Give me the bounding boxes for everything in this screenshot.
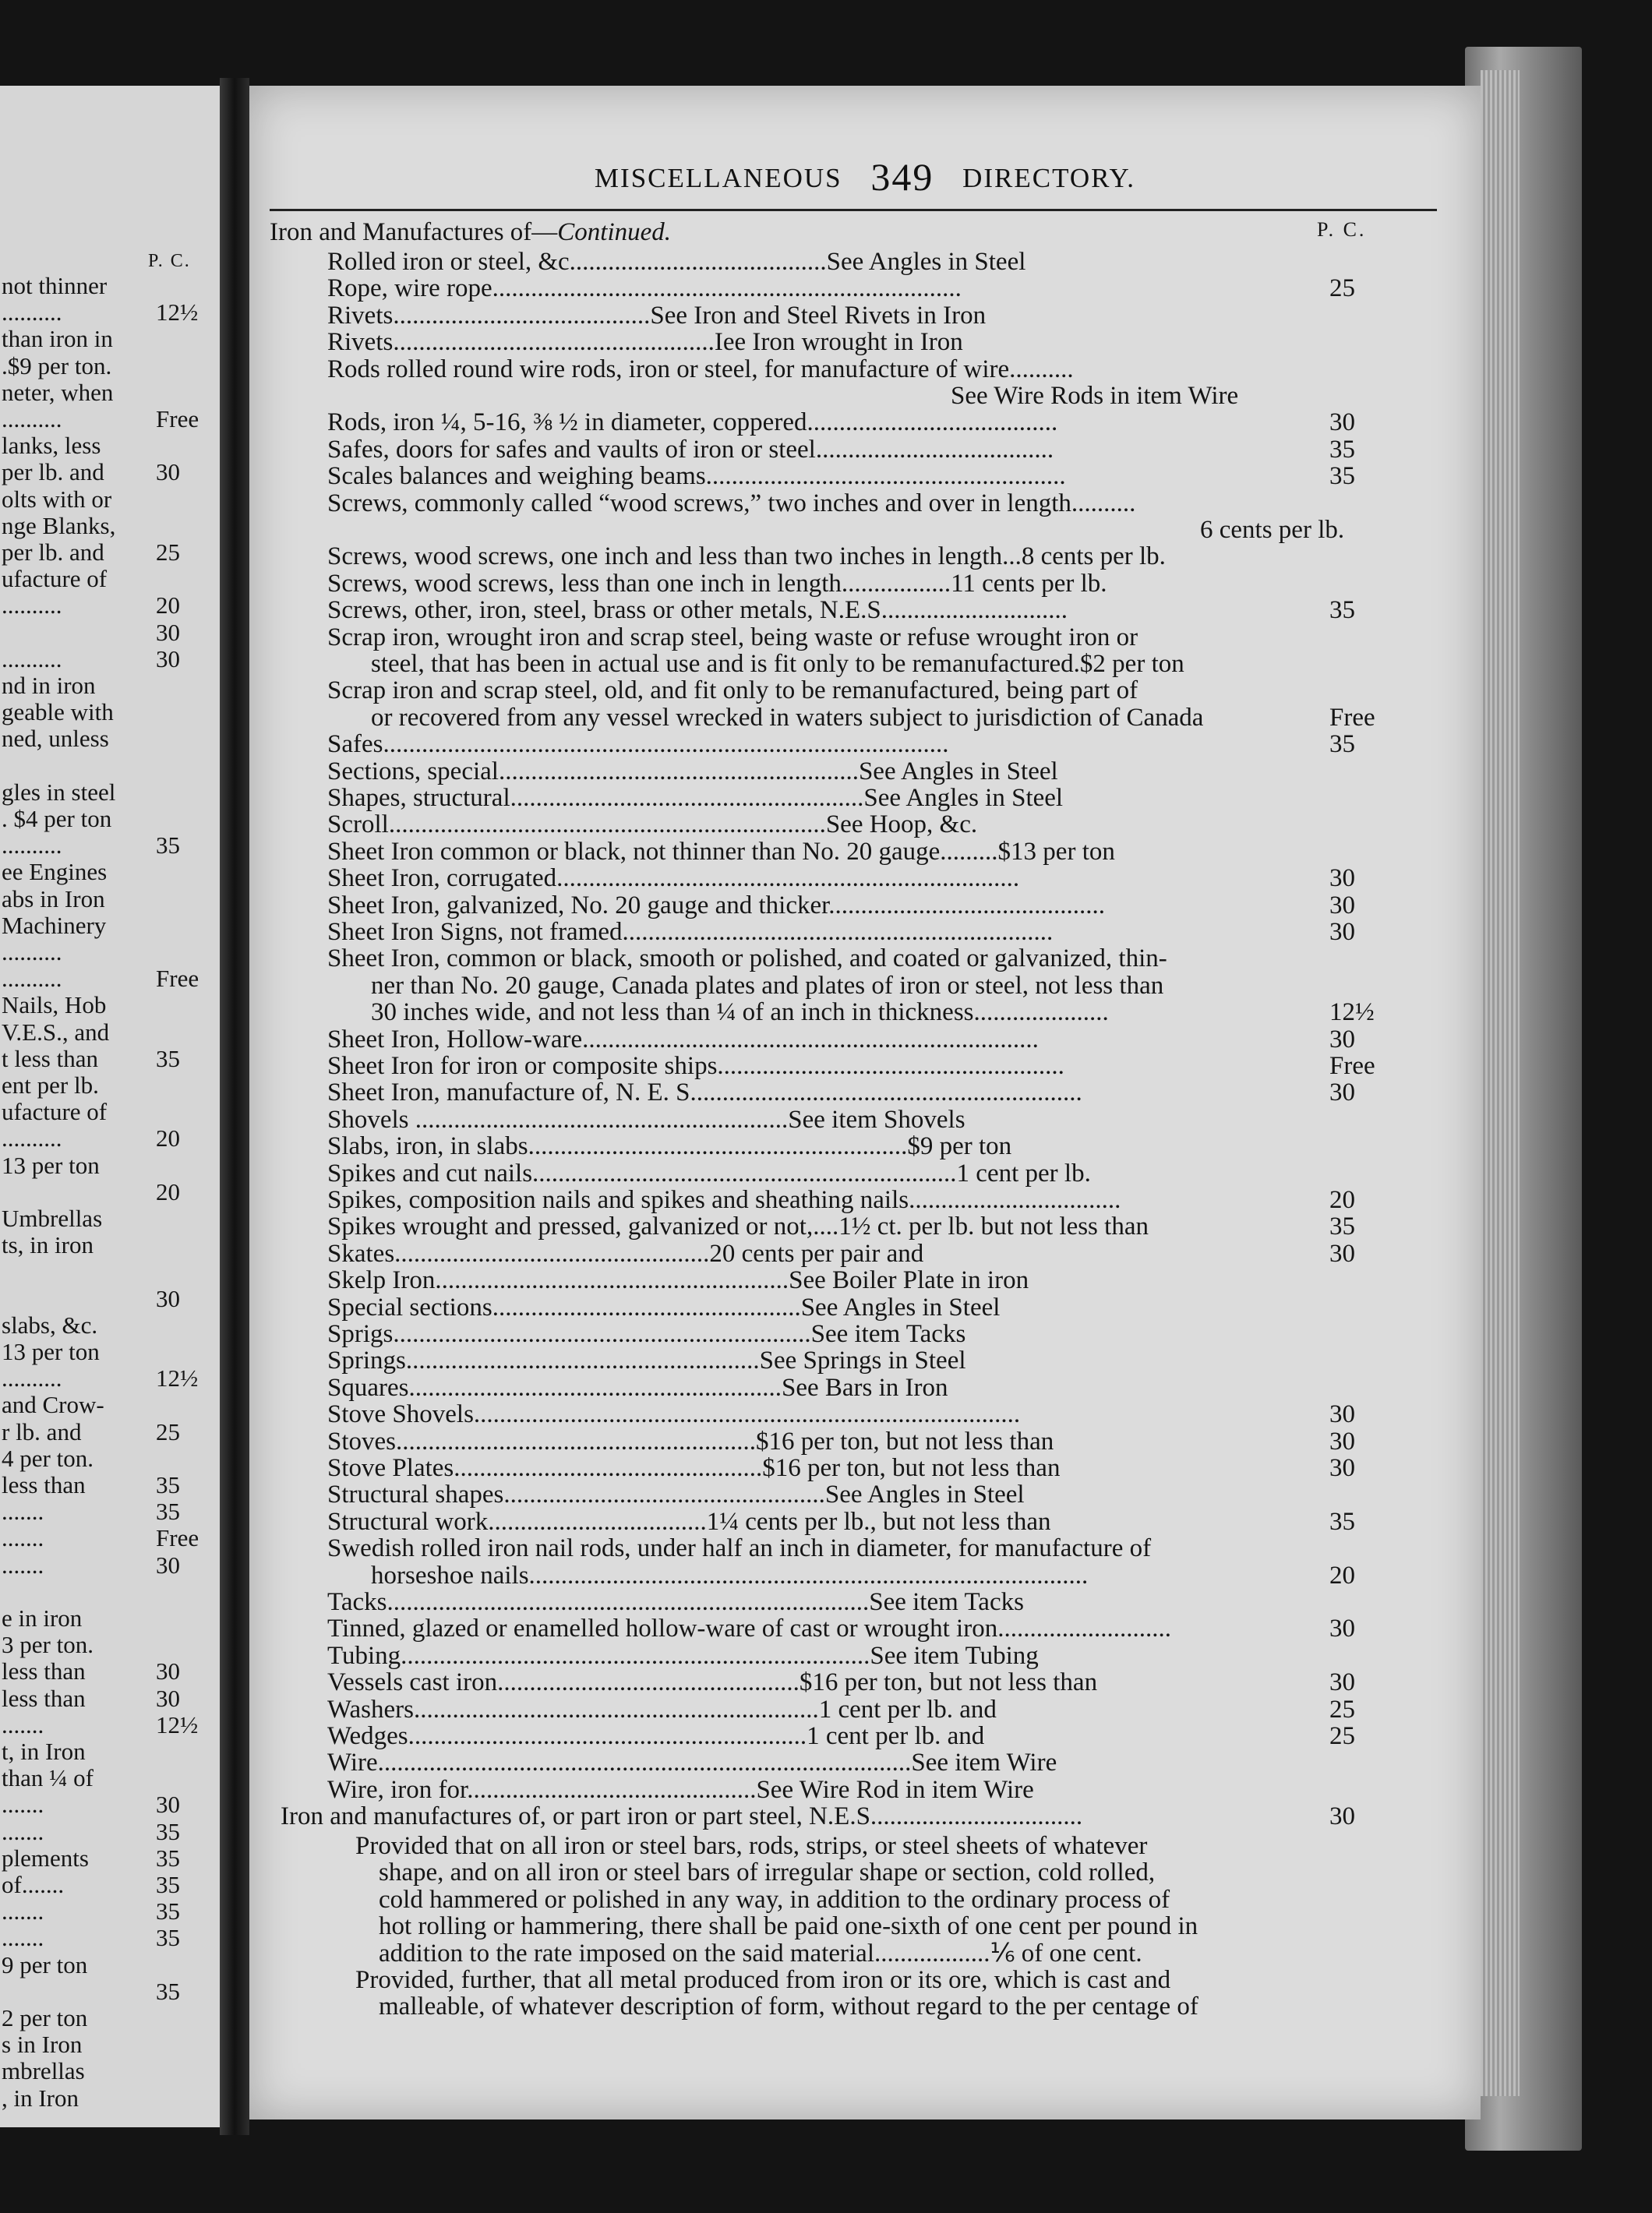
main-page [249, 86, 1481, 2119]
left-page-line: ....... [2, 1817, 44, 1845]
entry-text: Wire, iron for.............................................See Wire Rod in item Wire [327, 1775, 1034, 1804]
left-page-rate: Free [156, 965, 199, 993]
entry-text: Rope, wire rope......................................................................... [327, 274, 962, 303]
entry-text: Squares..........................................................See Bars in Iron [327, 1373, 948, 1402]
left-page-rate: 12½ [156, 1364, 199, 1392]
left-page-line: ....... [2, 1710, 44, 1738]
left-page-rate: 35 [156, 1817, 180, 1845]
entry-text: Screws, wood screws, one inch and less than two inches in length...8 cents per lb. [327, 542, 1166, 571]
entry-rate: 30 [1329, 864, 1355, 893]
entry-rate: 25 [1329, 1722, 1355, 1750]
left-page-line: than ¼ of [2, 1764, 94, 1792]
left-page-line: ....... [2, 1551, 44, 1579]
left-page-line: 4 per ton. [2, 1444, 94, 1472]
left-page-line: ufacture of [2, 565, 108, 593]
left-page-rate: 30 [156, 644, 180, 672]
entry-text: Skates.................................................20 cents per pair and [327, 1239, 924, 1268]
left-page-rate: Free [156, 405, 199, 432]
left-page-rate: 30 [156, 458, 180, 486]
entry-text: Rods rolled round wire rods, iron or steel, for manufacture of wire.......... [327, 355, 1074, 383]
left-page-rate: 30 [156, 1657, 180, 1685]
left-page-line: .......... [2, 938, 62, 965]
left-page-line: . $4 per ton [2, 805, 112, 832]
entry-text: Shapes, structural.......................................................See Angles in Steel [327, 784, 1064, 812]
entry-rate: 35 [1329, 435, 1355, 464]
left-page-rate: 35 [156, 1924, 180, 1952]
entry-text: Sheet Iron, common or black, smooth or polished, and coated or galvanized, thin- [327, 944, 1167, 973]
entry-rate: 25 [1329, 1695, 1355, 1724]
left-page-line: than iron in [2, 325, 113, 353]
left-page-line: ....... [2, 1498, 44, 1526]
entry-text: Scrap iron and scrap steel, old, and fit only to be remanufactured, being part of [327, 676, 1138, 705]
left-page-line: Machinery [2, 911, 107, 939]
left-page-rate: 25 [156, 538, 180, 566]
left-page-line: not thinner [2, 272, 108, 299]
entry-text: 30 inches wide, and not less than ¼ of an inch in thickness..................... [371, 998, 1109, 1027]
left-page-line: ....... [2, 1524, 44, 1552]
entry-rate: 35 [1329, 1507, 1355, 1536]
entry-text: Rods, iron ¼, 5-16, ⅜ ½ in diameter, coppered....................................... [327, 408, 1058, 437]
section-heading [270, 218, 671, 246]
entry-text: Sheet Iron, corrugated........................................................................ [327, 864, 1020, 893]
entry-rate: 30 [1329, 918, 1355, 946]
entry-text: Skelp Iron.......................................................See Boiler Plate in iron [327, 1266, 1029, 1295]
entry-text: horseshoe nails....................................................................................... [371, 1561, 1089, 1590]
left-page-rate: 35 [156, 1977, 180, 2005]
left-page-rate: 35 [156, 831, 180, 859]
entry-text: Sheet Iron for iron or composite ships...................................................... [327, 1052, 1064, 1080]
left-page-line: V.E.S., and [2, 1018, 110, 1046]
entry-rate: 35 [1329, 1212, 1355, 1241]
entry-text: Sections, special........................................................See Angles in Steel [327, 757, 1058, 785]
left-page-rate: 30 [156, 1791, 180, 1819]
left-page-rate: 12½ [156, 1710, 199, 1738]
left-page-rate: 20 [156, 1124, 180, 1152]
entry-text: Stove Shovels..................................................................................... [327, 1400, 1021, 1429]
entry-rate: 30 [1329, 1239, 1355, 1268]
left-page-line: nge Blanks, [2, 511, 116, 539]
entry-text: Scales balances and weighing beams........................................................ [327, 462, 1066, 491]
entry-text: Safes........................................................................................ [327, 730, 949, 759]
left-page-line: .......... [2, 644, 62, 672]
entry-rate: 35 [1329, 462, 1355, 491]
entry-text: Special sections................................................See Angles in Steel [327, 1293, 1001, 1322]
left-page [0, 86, 220, 2127]
left-page-rate: 30 [156, 618, 180, 646]
left-page-line: 13 per ton [2, 1151, 100, 1179]
entry-text: Springs.......................................................See Springs in Steel [327, 1347, 966, 1375]
entry-text: Vessels cast iron...............................................$16 per ton, but not less than [327, 1668, 1098, 1697]
entry-text: Screws, other, iron, steel, brass or other metals, N.E.S............................. [327, 596, 1068, 625]
left-page-line: .......... [2, 405, 62, 432]
entry-text: Scroll....................................................................See Hoop, &c. [327, 810, 978, 839]
entry-text: or recovered from any vessel wrecked in waters subject to jurisdiction of Canada [371, 703, 1204, 732]
entry-text: Spikes, composition nails and spikes and sheathing nails................................. [327, 1186, 1121, 1214]
entry-rate: 20 [1329, 1186, 1355, 1214]
left-page-line: and Crow- [2, 1391, 104, 1419]
left-page-line: less than [2, 1657, 86, 1685]
left-page-line: t, in Iron [2, 1738, 86, 1765]
left-page-line: .......... [2, 831, 62, 859]
left-page-line: t less than [2, 1044, 98, 1072]
pc-label: P. C. [1317, 218, 1367, 241]
header-left: MISCELLANEOUS [594, 163, 842, 193]
entry-text: Stoves........................................................$16 per ton, but not less than [327, 1427, 1054, 1456]
left-page-line: olts with or [2, 485, 112, 513]
page-stack [1481, 70, 1520, 2096]
left-page-line: ts, in iron [2, 1231, 94, 1259]
left-page-line: gles in steel [2, 778, 116, 806]
entry-text: ner than No. 20 gauge, Canada plates and plates of iron or steel, not less than [371, 971, 1164, 1000]
left-page-rate: 30 [156, 1684, 180, 1712]
left-page-line: ent per lb. [2, 1071, 99, 1099]
entry-text: Sheet Iron Signs, not framed................................................................... [327, 918, 1054, 946]
entry-rate: 30 [1329, 1427, 1355, 1456]
left-page-line: slabs, &c. [2, 1311, 98, 1339]
left-page-line: ....... [2, 1897, 44, 1925]
entry-text: Washers...............................................................1 cent per lb. and [327, 1695, 997, 1724]
left-page-rate: 25 [156, 1417, 180, 1445]
entry-text: steel, that has been in actual use and is fit only to be remanufactured.$2 per ton [371, 650, 1184, 678]
iron-nes-rate: 30 [1329, 1802, 1355, 1831]
page-header [249, 154, 1481, 199]
left-pc-label: P. C. [148, 251, 191, 271]
entry-text: Screws, wood screws, less than one inch in length.................11 cents per lb. [327, 569, 1107, 598]
entry-rate: 20 [1329, 1561, 1355, 1590]
entry-rate: 25 [1329, 274, 1355, 303]
entry-rate: 35 [1329, 730, 1355, 759]
entry-text: Screws, commonly called “wood screws,” two inches and over in length.......... [327, 489, 1136, 517]
left-page-line: ee Engines [2, 858, 108, 886]
left-page-line: ....... [2, 1924, 44, 1952]
left-page-rate: 30 [156, 1551, 180, 1579]
left-page-line: .......... [2, 591, 62, 619]
left-page-rate: 35 [156, 1871, 180, 1898]
left-page-line: Nails, Hob [2, 991, 107, 1019]
entry-rate: Free [1329, 703, 1375, 732]
entry-rate: 30 [1329, 1078, 1355, 1107]
entry-rate: 30 [1329, 891, 1355, 919]
left-page-rate: 12½ [156, 298, 199, 326]
section-heading-continued: Continued. [557, 218, 672, 246]
proviso-line: shape, and on all iron or steel bars of irregular shape or section, cold rolled, [379, 1858, 1156, 1887]
left-page-line: ned, unless [2, 725, 109, 753]
left-page-line: 3 per ton. [2, 1631, 94, 1659]
entry-rate: 35 [1329, 596, 1355, 625]
entry-text: 6 cents per lb. [1200, 516, 1345, 544]
entry-rate: 12½ [1329, 998, 1375, 1027]
left-page-line: ....... [2, 1791, 44, 1819]
left-page-line: less than [2, 1684, 86, 1712]
entry-text: Wire...................................................................................See item Wire [327, 1749, 1057, 1777]
entry-text: Safes, doors for safes and vaults of iron or steel..................................... [327, 435, 1054, 464]
left-page-line: 2 per ton [2, 2004, 88, 2031]
left-page-rate: 35 [156, 1897, 180, 1925]
left-page-line: lanks, less [2, 432, 101, 460]
left-page-rate: 35 [156, 1471, 180, 1498]
left-page-line: per lb. and [2, 458, 104, 486]
left-page-line: geable with [2, 698, 114, 726]
left-page-rate: 20 [156, 591, 180, 619]
left-page-rate: 35 [156, 1498, 180, 1526]
left-page-line: r lb. and [2, 1417, 82, 1445]
entry-rate: Free [1329, 1052, 1375, 1080]
left-page-line: nd in iron [2, 672, 96, 699]
entry-text: Rivets..................................................Iee Iron wrought in Iron [327, 328, 963, 357]
entry-text: Stove Plates................................................$16 per ton, but not less than [327, 1454, 1061, 1482]
entry-rate: 30 [1329, 408, 1355, 437]
left-page-line: abs in Iron [2, 884, 105, 912]
proviso-line: Provided, further, that all metal produced from iron or its ore, which is cast and [355, 1966, 1171, 1995]
entry-rate: 30 [1329, 1025, 1355, 1054]
entry-text: Tubing.........................................................................See item Tubing [327, 1641, 1039, 1670]
header-right: DIRECTORY. [962, 163, 1136, 193]
entry-text: Wedges..............................................................1 cent per lb. and [327, 1722, 985, 1750]
entry-text: Tacks...........................................................................See item Tacks [327, 1588, 1024, 1616]
entry-text: Swedish rolled iron nail rods, under half an inch in diameter, for manufacture of [327, 1534, 1152, 1563]
left-page-line: , in Iron [2, 2084, 79, 2112]
left-page-line: Umbrellas [2, 1205, 103, 1232]
left-page-line: mbrellas [2, 2057, 85, 2085]
left-page-line: .......... [2, 298, 62, 326]
entry-text: Rivets........................................See Iron and Steel Rivets in Iron [327, 301, 987, 330]
left-page-rate: 35 [156, 1044, 180, 1072]
left-page-rate: Free [156, 1524, 199, 1552]
left-page-line: .$9 per ton. [2, 351, 112, 379]
entry-text: Slabs, iron, in slabs...........................................................$9 per ton [327, 1132, 1012, 1161]
entry-rate: 30 [1329, 1615, 1355, 1643]
header-rule [270, 209, 1437, 211]
entry-rate: 30 [1329, 1668, 1355, 1697]
proviso-line: hot rolling or hammering, there shall be paid one-sixth of one cent per pound in [379, 1912, 1198, 1941]
entry-rate: 30 [1329, 1454, 1355, 1482]
left-page-rate: 20 [156, 1177, 180, 1205]
entry-text: Spikes and cut nails..................................................................1 cent per lb. [327, 1159, 1091, 1188]
iron-nes-entry: Iron and manufactures of, or part iron or part steel, N.E.S................................. [281, 1802, 1083, 1831]
entry-text: Spikes wrought and pressed, galvanized or not,....1½ ct. per lb. but not less than [327, 1212, 1149, 1241]
proviso-line: addition to the rate imposed on the said material..................⅙ of one cent. [379, 1939, 1142, 1968]
left-page-rate: 30 [156, 1284, 180, 1312]
left-page-line: .......... [2, 965, 62, 993]
left-page-line: .......... [2, 1364, 62, 1392]
entry-text: Scrap iron, wrought iron and scrap steel, being waste or refuse wrought iron or [327, 623, 1138, 651]
left-page-line: of....... [2, 1871, 65, 1898]
entry-text: Sheet Iron common or black, not thinner than No. 20 gauge.........$13 per ton [327, 837, 1115, 866]
left-page-line: neter, when [2, 378, 114, 406]
entry-text: Sprigs.................................................................See item Tacks [327, 1320, 966, 1348]
left-page-line: .......... [2, 1124, 62, 1152]
proviso-line: Provided that on all iron or steel bars, rods, strips, or steel sheets of whatever [355, 1832, 1148, 1861]
left-page-line: ufacture of [2, 1098, 108, 1126]
left-page-rate: 35 [156, 1844, 180, 1872]
entry-text: Structural work..................................1¼ cents per lb., but not less than [327, 1507, 1051, 1536]
left-page-line: 9 per ton [2, 1950, 88, 1978]
left-page-line: per lb. and [2, 538, 104, 566]
section-heading-text: Iron and Manufactures of— [270, 218, 558, 246]
entry-text: See Wire Rods in item Wire [951, 382, 1239, 410]
proviso-line: cold hammered or polished in any way, in addition to the ordinary process of [379, 1885, 1170, 1914]
entry-text: Structural shapes..................................................See Angles in Steel [327, 1481, 1025, 1509]
left-page-line: 13 per ton [2, 1338, 100, 1365]
entry-text: Tinned, glazed or enamelled hollow-ware of cast or wrought iron........................... [327, 1615, 1171, 1643]
book-gutter [220, 78, 249, 2135]
left-page-line: s in Iron [2, 2031, 83, 2059]
page-number: 349 [870, 155, 934, 199]
entry-text: Sheet Iron, manufacture of, N. E. S............................................................. [327, 1078, 1082, 1107]
left-page-line: plements [2, 1844, 89, 1872]
entry-text: Sheet Iron, galvanized, No. 20 gauge and thicker........................................... [327, 891, 1106, 919]
entry-text: Shovels ..........................................................See item Shovels [327, 1105, 965, 1134]
entry-text: Rolled iron or steel, &c........................................See Angles in Steel [327, 248, 1026, 276]
entry-text: Sheet Iron, Hollow-ware....................................................................... [327, 1025, 1039, 1054]
entry-rate: 30 [1329, 1400, 1355, 1429]
left-page-line: e in iron [2, 1604, 83, 1632]
proviso-line: malleable, of whatever description of form, without regard to the per centage of [379, 1992, 1198, 2021]
left-page-line: less than [2, 1471, 86, 1498]
